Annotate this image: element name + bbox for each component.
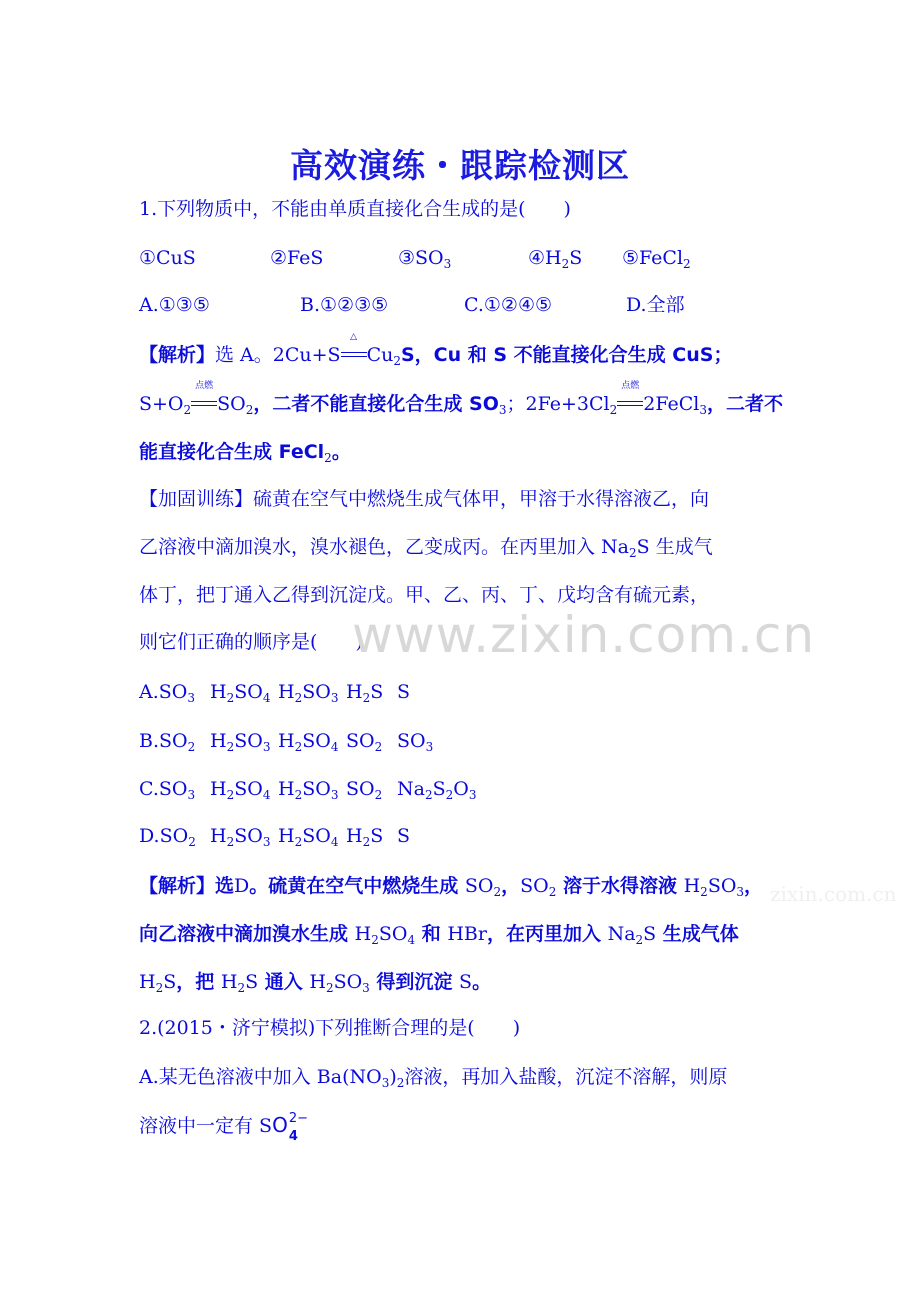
question-2-option-a-line-1: A.某无色溶液中加入 $Ba(NO_3)_2$溶液，再加入盐酸，沉淀不溶解，则原: [139, 1066, 728, 1090]
option-a: A.①③⑤: [139, 294, 210, 316]
analysis-2-line-1: 【解析】选D。硫黄在空气中燃烧生成 $SO_2$，$SO_2$ 溶于水得溶液 $H_2SO_3$，: [139, 875, 764, 899]
reinforce-option-b: $B.SO_2$ $H_2SO_3$ $H_2SO_4$ $SO_2$ $SO_3$: [139, 730, 434, 754]
option-b: B.①②③⑤: [300, 294, 389, 316]
reinforce-line-4: 则它们正确的顺序是( ): [139, 631, 363, 653]
item-5: ⑤FeCl$_2$: [622, 247, 691, 271]
analysis-1-line-3: 能直接化合生成 FeCl$_2$。: [139, 441, 351, 465]
option-d: D.全部: [626, 294, 685, 316]
ignite-condition-2: 点燃: [617, 391, 643, 417]
reinforce-line-3: 体丁，把丁通入乙得到沉淀戊。甲、乙、丙、丁、戊均含有硫元素，: [139, 584, 710, 606]
watermark-2: zixin.com.cn: [770, 882, 897, 906]
heat-condition: △: [341, 342, 367, 368]
reinforce-option-a: $A.SO_3$ $H_2SO_4$ $H_2SO_3$ $H_2S$ S: [139, 681, 411, 705]
analysis-2-line-3: $H_2S$，把 $H_2S$ 通入 $H_2SO_3$ 得到沉淀 S。: [139, 971, 492, 995]
watermark: www.zixin.com.cn: [352, 606, 816, 664]
reinforce-line-2: 乙溶液中滴加溴水，溴水褪色，乙变成丙。在丙里加入 $Na_2S$ 生成气: [139, 536, 713, 560]
question-1-stem: 1.下列物质中，不能由单质直接化合生成的是( ): [139, 198, 571, 220]
sulfate-ion: O 2− 4: [272, 1111, 308, 1144]
option-c: C.①②④⑤: [464, 294, 553, 316]
item-3: $③SO_3$: [398, 247, 452, 271]
reinforce-option-c: $C.SO_3$ $H_2SO_4$ $H_2SO_3$ $SO_2$ $Na_2S_2O_3$: [139, 778, 477, 802]
analysis-1-line-1: 【解析】选 A。2Cu+S △ $Cu_2S$，Cu 和 S 不能直接化合生成 CuS；: [139, 332, 733, 368]
question-2-stem: 2.(2015・济宁模拟)下列推断合理的是( ): [139, 1017, 521, 1039]
question-1-options: [139, 292, 739, 318]
question-2-option-a-line-2: 溶液中一定有 SO 2− 4: [139, 1111, 308, 1144]
item-2: ②FeS: [270, 247, 324, 269]
reinforce-option-d: $D.SO_2$ $H_2SO_3$ $H_2SO_4$ $H_2S$ S: [139, 825, 411, 849]
item-1: ①CuS: [139, 247, 196, 269]
ignite-condition: 点燃: [191, 391, 217, 417]
analysis-1-line-2: $S+O_2$ 点燃 $SO_2$，二者不能直接化合生成 $SO_3$；$2Fe+3Cl_2$ 点燃 2FeCl$_3$，二者不: [139, 381, 783, 417]
analysis-2-line-2: 向乙溶液中滴加溴水生成 $H_2SO_4$ 和 HBr，在丙里加入 $Na_2S$ 生成气体: [139, 923, 739, 947]
page-title: 高效演练・跟踪检测区: [290, 146, 630, 185]
item-4: $④H_2S$: [528, 247, 583, 271]
reinforce-line-1: 【加固训练】硫黄在空气中燃烧生成气体甲，甲溶于水得溶液乙，向: [139, 488, 710, 510]
question-1-items: [139, 245, 739, 271]
